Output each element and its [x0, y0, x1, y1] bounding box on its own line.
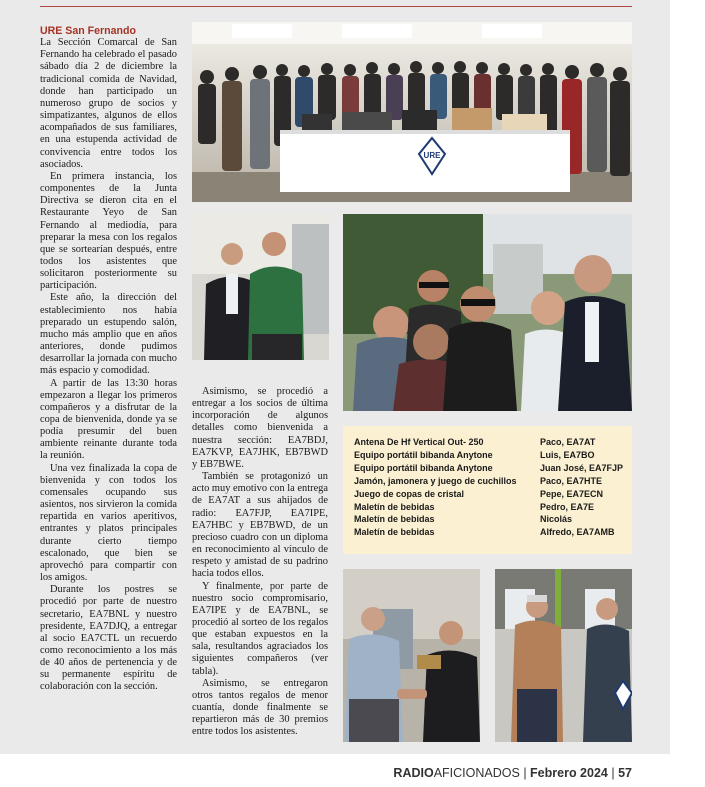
paragraph: Asimismo, se entregaron otros tantos regalos de menor cuantía, donde finalmente se repartieron más de 30 premios entre todos los asistentes.	[192, 677, 328, 738]
magazine-name-part-2: AFICIONADOS	[433, 766, 520, 780]
table-row	[354, 436, 630, 449]
prize-table-rows	[354, 436, 630, 539]
prize-item: Equipo portátil bibanda Anytone	[354, 449, 493, 460]
prize-winner: Juan José, EA7FJP	[540, 462, 624, 473]
svg-text:URE: URE	[423, 151, 441, 160]
page-number: 57	[618, 766, 632, 780]
page-footer	[393, 766, 632, 780]
prize-item: Maletín de bebidas	[354, 527, 435, 538]
top-rule	[40, 6, 632, 7]
prize-winner: Luis, EA7BO	[540, 449, 595, 460]
paragraph: La Sección Comarcal de San Fernando ha celebrado el pasado sábado día 2 de diciembre la tradicional comida de Navidad, donde han participado un numeroso grupo de socios y simpatizantes, algunos de ellos acompañados de sus familiares, en una estupenda actividad de convivencia entre todos los asociados.	[40, 37, 177, 170]
table-row	[354, 513, 630, 526]
table-row	[354, 462, 630, 475]
table-row	[354, 526, 630, 539]
table-row	[354, 488, 630, 501]
paragraph: Durante los postres se procedió por parte de nuestro secretario, EA7BNL y nuestro presidente, EA7DJQ, a entregar al socio EA7CTL un recuerdo como reconocimiento a los más de 40 años de pertenencia y de su permanente espíritu de colaboración con la sección.	[40, 584, 177, 693]
paragraph: En primera instancia, los componentes de la Junta Directiva se dieron cita en el Restaurante Yeyo de San Fernando al mediodía, para preparar la mesa con los regalos que se sortearían después, entre todos los asistentes que solicitaron posteriormente su participación.	[40, 170, 177, 292]
prize-winner: Pepe, EA7ECN	[540, 488, 604, 499]
prize-winner: Paco, EA7HTE	[540, 475, 603, 486]
prize-winner: Pedro, EA7E	[540, 501, 595, 512]
prize-table	[343, 426, 632, 554]
paragraph: Este año, la dirección del establecimiento nos había preparado un estupendo salón, mucho más amplio que en años anteriores, donde pudimos desarrollar la jornada con mucho más espacio y comodidad.	[40, 292, 177, 377]
page-margin	[670, 0, 705, 787]
prize-item: Maletín de bebidas	[354, 501, 435, 512]
paragraph: Asimismo, se procedió a entregar a los socios de última incorporación de algunos detalles como bienvenida a nuestra sección: EA7BDJ, EA7KVP, EA7JHK, EB7BWD y EB7BWE.	[192, 386, 328, 470]
paragraph: A partir de las 13:30 horas empezaron a llegar los primeros compañeros y a disfrutar de la copa de bienvenida, donde ya se podía presumir del buen ambiente reinante durante toda la reunión.	[40, 377, 177, 462]
section-title: URE San Fernando	[40, 25, 136, 37]
prize-item: Antena De Hf Vertical Out- 250	[354, 437, 484, 447]
table-row	[354, 475, 630, 488]
prize-item: Equipo portátil bibanda Anytone	[354, 462, 493, 473]
handshake-photo	[343, 569, 480, 742]
prize-winner: Nicolás	[540, 514, 573, 525]
prize-winner: Paco, EA7AT	[540, 437, 596, 447]
gift-presentation-photo	[495, 569, 632, 742]
table-row	[354, 501, 630, 514]
paragraph: Una vez finalizada la copa de bienvenida y con todos los comensales ocupando sus asientos, nos sirvieron la comida repartida en varios aperitivos, entrantes y platos principales durante cierto tiempo escalonado, que bien se aprovechó para compartir con los amigos.	[40, 462, 177, 584]
article-column-1	[40, 25, 177, 694]
issue-date: Febrero 2024	[530, 766, 608, 780]
article-column-2	[192, 386, 328, 739]
prize-item: Jamón, jamonera y juego de cuchillos	[354, 475, 517, 486]
paragraph: Y finalmente, por parte de nuestro socio compromisario, EA7IPE y de EA7BNL, se procedió al sorteo de los regalos que estaban expuestos en la sala, resultandos agraciados los siguientes compañeros (ver tabla).	[192, 580, 328, 677]
footer-separator: |	[523, 766, 527, 780]
magazine-name-part-1: RADIO	[393, 766, 434, 780]
footer-separator: |	[611, 766, 615, 780]
selfie-group-photo	[343, 214, 632, 411]
paragraph: También se protagonizó un acto muy emotivo con la entrega de EA7AT a sus ahijados de radio: EA7FJP, EA7IPE, EA7HBC y EB7BWD, de un precioso cuadro con un diploma en reconocimiento al vínculo de respeto y amistad de su padrino hacia todos ellos.	[192, 471, 328, 580]
two-men-photo	[192, 214, 329, 360]
group-photo	[192, 22, 632, 202]
prize-item: Maletín de bebidas	[354, 514, 435, 525]
table-row	[354, 449, 630, 462]
prize-winner: Alfredo, EA7AMB	[540, 527, 615, 538]
prize-item: Juego de copas de cristal	[354, 488, 465, 499]
